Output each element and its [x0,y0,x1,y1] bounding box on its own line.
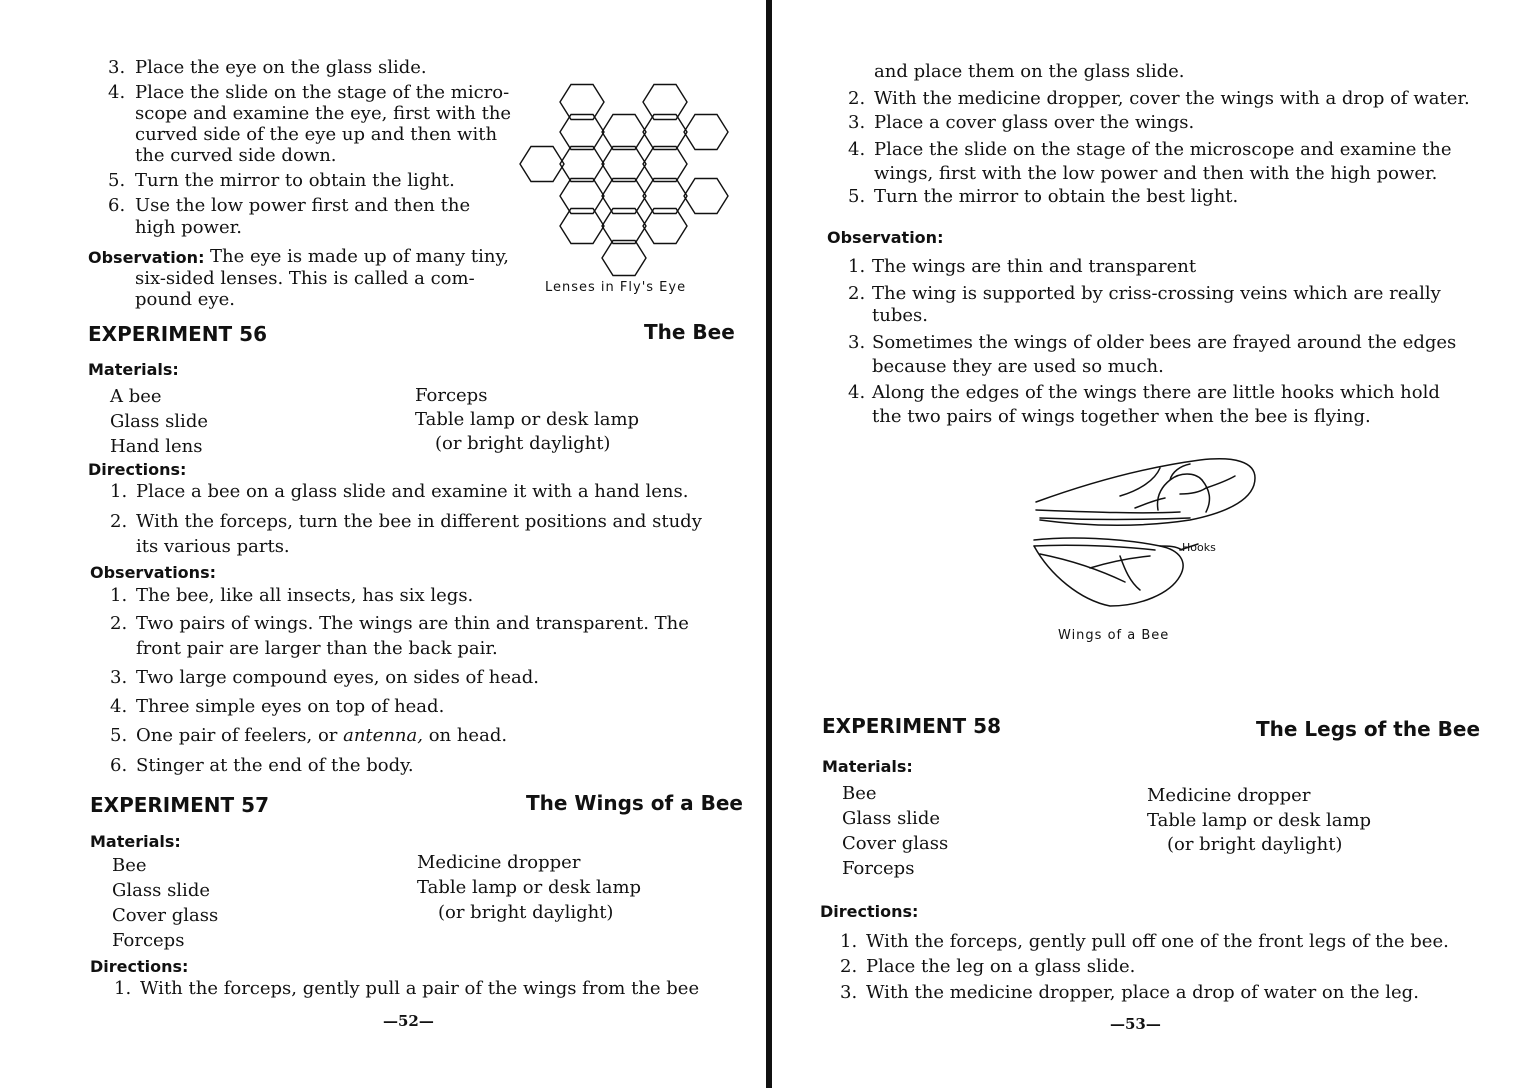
observation-text: the two pairs of wings together when the bee is flying. [872,406,1371,427]
observation-text: Two pairs of wings. The wings are thin and transparent. The [136,613,689,634]
observation-number: 5. [110,725,128,746]
figure-caption: Lenses in Fly's Eye [545,280,687,295]
step-text: its various parts. [136,536,290,557]
step-number: 4. [848,139,866,160]
step-text: Place the slide on the stage of the microscope and examine the [874,139,1452,160]
step-number: 5. [108,170,126,191]
hooks-label: Hooks [1182,541,1216,554]
observation-text: The wings are thin and transparent [872,256,1197,277]
step-text: Place the slide on the stage of the micro- [135,82,510,103]
observation-text: The eye is made up of many tiny, [210,246,510,267]
observation-text: One pair of feelers, or antenna, on head. [136,725,508,746]
observation-number: 4. [848,382,866,403]
page-number: —52— [383,1012,434,1030]
page-gutter [766,0,772,1088]
observation-text: Stinger at the end of the body. [136,755,414,776]
step-number: 4. [108,82,126,103]
observation-text: Along the edges of the wings there are little hooks which hold [872,382,1440,403]
step-text: the curved side down. [135,145,337,166]
material-item: Bee [112,855,147,876]
fly-eye-lenses-illustration [520,72,725,272]
observation-text: Three simple eyes on top of head. [136,696,445,717]
material-item: Medicine dropper [417,852,581,873]
lens-hexagon [643,147,687,182]
observation-text: because they are used so much. [872,356,1164,377]
observation-number: 3. [110,667,128,688]
step-text: With the medicine dropper, cover the wings with a drop of water. [874,88,1470,109]
material-item: (or bright daylight) [435,433,611,454]
step-number: 1. [110,481,128,502]
step-text: Place a bee on a glass slide and examine it with a hand lens. [136,481,689,502]
observation-text: Sometimes the wings of older bees are frayed around the edges [872,332,1457,353]
lens-hexagon [560,147,604,182]
material-item: Cover glass [842,833,949,854]
right-page [774,0,1538,1088]
observation-label: Observation: [88,248,205,267]
step-text: With the forceps, gently pull off one of the front legs of the bee. [866,931,1449,952]
observation-number: 2. [110,613,128,634]
step-text: curved side of the eye up and then with [135,124,498,145]
material-item: Forceps [842,858,915,879]
lens-hexagon [684,115,728,150]
observation-text: front pair are larger than the back pair. [136,638,498,659]
step-text: With the forceps, gently pull a pair of the wings from the bee [140,978,700,999]
observations-label: Observations: [90,563,216,582]
lens-hexagon [602,241,646,276]
observation-text: tubes. [872,305,928,326]
experiment-heading: EXPERIMENT 57 [90,793,269,817]
figure-caption: Wings of a Bee [1058,628,1170,643]
page-number: —53— [1110,1015,1161,1033]
observation-text: six-sided lenses. This is called a com- [135,268,475,289]
left-page [0,0,766,1088]
material-item: Cover glass [112,905,219,926]
materials-label: Materials: [90,832,181,851]
material-item: Forceps [112,930,185,951]
observation-number: 1. [848,256,866,277]
step-text: Turn the mirror to obtain the light. [135,170,455,191]
observation-number: 2. [848,283,866,304]
directions-label: Directions: [90,957,189,976]
step-text: Place the leg on a glass slide. [866,956,1136,977]
experiment-title: The Wings of a Bee [526,791,743,815]
material-item: (or bright daylight) [1167,834,1343,855]
step-text: high power. [135,217,242,238]
material-item: Glass slide [112,880,210,901]
observation-text: The wing is supported by criss-crossing veins which are really [872,283,1441,304]
step-number: 2. [848,88,866,109]
material-item: Table lamp or desk lamp [1147,810,1372,831]
material-item: A bee [110,386,162,407]
step-number: 3. [108,57,126,78]
step-text: Place the eye on the glass slide. [135,57,427,78]
materials-label: Materials: [88,360,179,379]
step-text: Use the low power first and then the [135,195,471,216]
step-text: wings, first with the low power and then with the high power. [874,163,1438,184]
step-text: With the forceps, turn the bee in different positions and study [136,511,702,532]
material-item: (or bright daylight) [438,902,614,923]
experiment-title: The Bee [644,320,735,344]
step-number: 2. [110,511,128,532]
step-number: 6. [108,195,126,216]
material-item: Medicine dropper [1147,785,1311,806]
material-item: Glass slide [110,411,208,432]
directions-label: Directions: [820,902,919,921]
lens-hexagon [602,115,646,150]
observation-text: pound eye. [135,289,235,310]
lens-hexagon [520,147,564,182]
step-text: With the medicine dropper, place a drop of water on the leg. [866,982,1419,1003]
material-item: Hand lens [110,436,203,457]
experiment-heading: EXPERIMENT 56 [88,322,267,346]
observation-label: Observation: [827,228,944,247]
step-number: 3. [848,112,866,133]
step-text: Place a cover glass over the wings. [874,112,1195,133]
bee-wings-illustration [1030,450,1290,615]
material-item: Bee [842,783,877,804]
experiment-heading: EXPERIMENT 58 [822,714,1001,738]
step-number: 3. [840,982,858,1003]
observation-number: 6. [110,755,128,776]
step-number: 1. [840,931,858,952]
experiment-title: The Legs of the Bee [1256,717,1481,741]
observation-text: The bee, like all insects, has six legs. [136,585,474,606]
step-text: and place them on the glass slide. [874,61,1185,82]
directions-label: Directions: [88,460,187,479]
material-item: Forceps [415,385,488,406]
observation-number: 3. [848,332,866,353]
observation-number: 4. [110,696,128,717]
materials-label: Materials: [822,757,913,776]
lens-hexagon [602,147,646,182]
material-item: Table lamp or desk lamp [415,409,640,430]
step-number: 2. [840,956,858,977]
step-number: 5. [848,186,866,207]
step-number: 1. [114,978,132,999]
observation-text: Two large compound eyes, on sides of head. [136,667,539,688]
observation-number: 1. [110,585,128,606]
material-item: Glass slide [842,808,940,829]
lens-hexagon [684,179,728,214]
step-text: scope and examine the eye, first with the [135,103,512,124]
step-text: Turn the mirror to obtain the best light. [874,186,1239,207]
material-item: Table lamp or desk lamp [417,877,642,898]
